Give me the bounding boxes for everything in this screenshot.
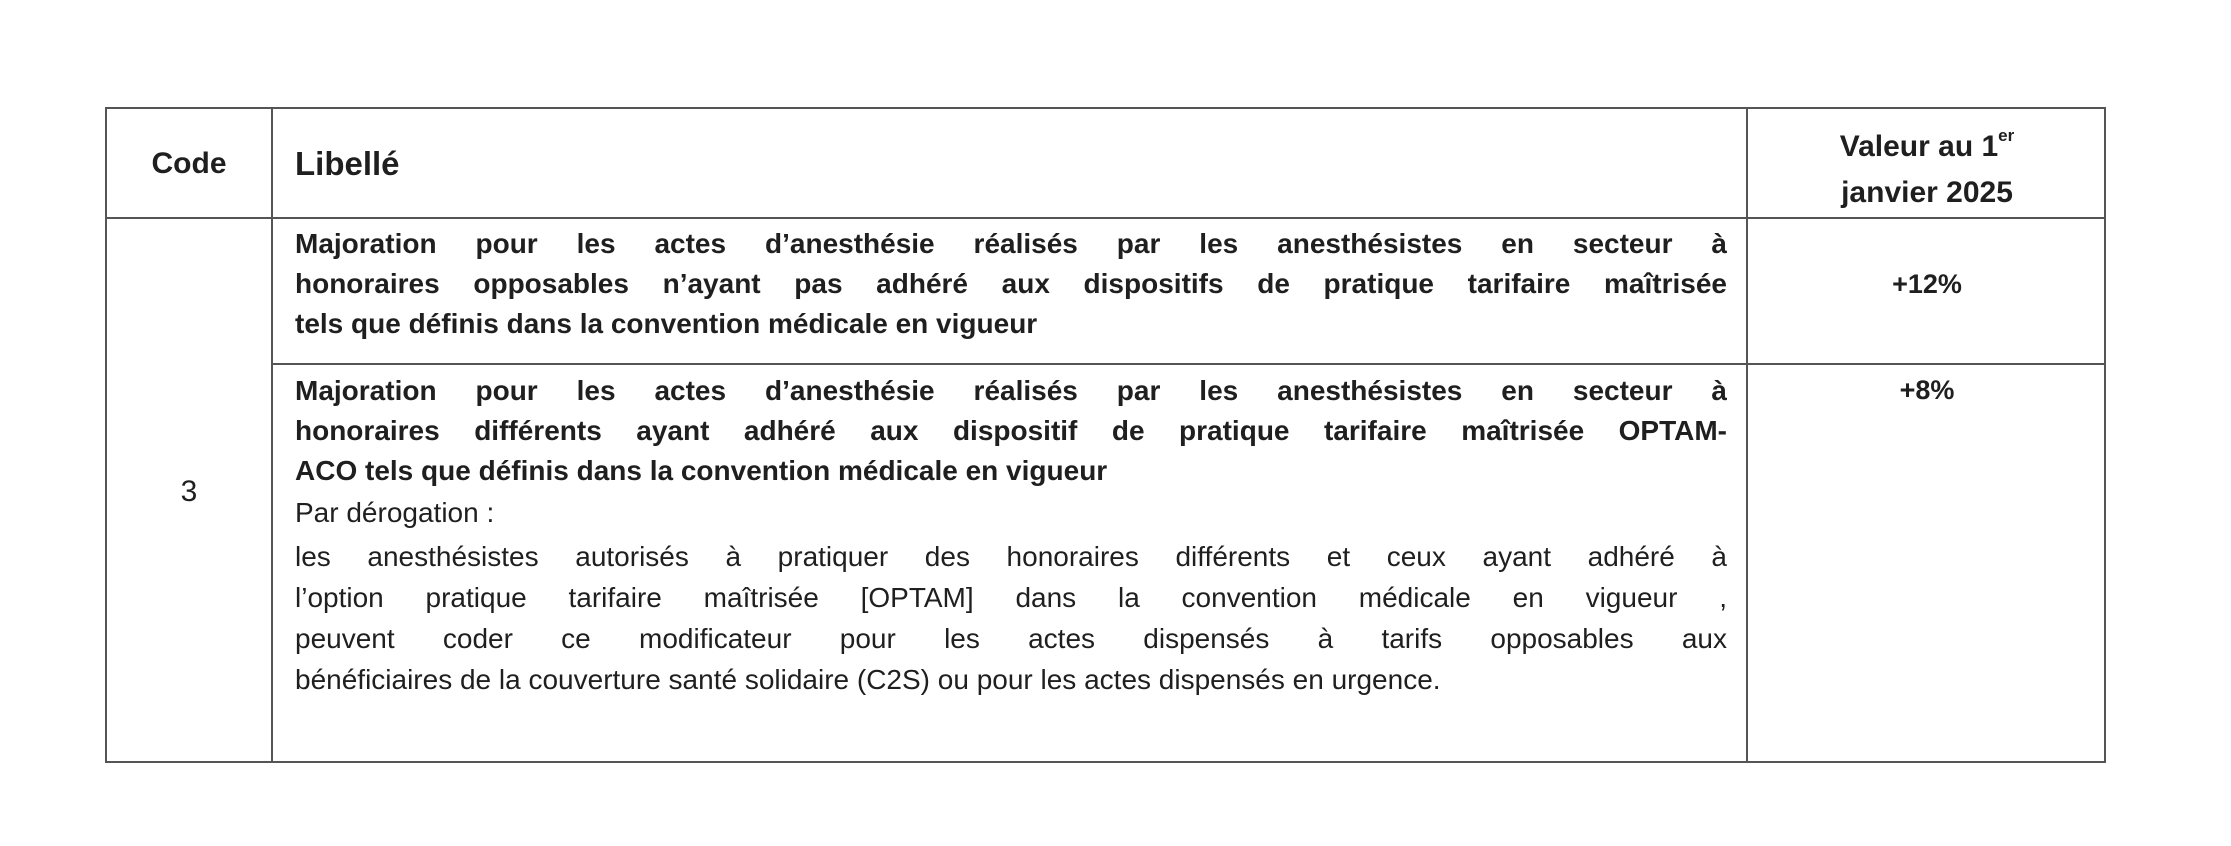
header-value-line1: Valeur au 1 [1839, 130, 1999, 163]
row-2-label-line: Majoration pour les actes d’anesthésie réalisés par les anesthésistes en secteur à [295, 375, 1727, 406]
header-value [1748, 117, 2106, 216]
header-label [297, 109, 400, 219]
row-divider [271, 363, 2104, 365]
column-divider-code [271, 109, 273, 761]
derogation-line: les anesthésistes autorisés à pratiquer des honoraires différents et ceux ayant adhéré à [295, 541, 1727, 572]
row-2-label-line: ACO tels que définis dans la convention médicale en vigueur [295, 455, 1108, 486]
row-2-label [295, 371, 1727, 491]
derogation-title: Par dérogation : [295, 497, 495, 528]
derogation-line: l’option pratique tarifaire maîtrisée [OPTAM] dans la convention médicale en vigueur , [295, 582, 1727, 613]
row-2-derogation-text [295, 536, 1727, 700]
header-value-sup: er [1998, 126, 2015, 145]
header-label-text: Libellé [295, 145, 400, 182]
row-2-value: +8% [1899, 375, 1955, 405]
row-1-label-line: Majoration pour les actes d’anesthésie réalisés par les anesthésistes en secteur à [295, 228, 1727, 259]
derogation-line: peuvent coder ce modificateur pour les actes dispensés à tarifs opposables aux [295, 623, 1727, 654]
row-1-label-line: tels que définis dans la convention médicale en vigueur [295, 308, 1038, 339]
header-value-line2: janvier 2025 [1841, 176, 2013, 209]
header-code: Code [151, 147, 227, 180]
derogation-line: bénéficiaires de la couverture santé solidaire (C2S) ou pour les actes dispensés en urgence. [295, 664, 1441, 695]
row-2-label-line: honoraires différents ayant adhéré aux dispositif de pratique tarifaire maîtrisée OPTAM- [295, 415, 1727, 446]
code-value: 3 [180, 474, 198, 508]
tarif-table [105, 107, 2106, 763]
header-divider [107, 217, 2104, 219]
row-1-label [295, 224, 1727, 344]
row-2-derogation-title [295, 493, 1727, 533]
row-1-label-line: honoraires opposables n’ayant pas adhéré aux dispositifs de pratique tarifaire maîtrisée [295, 268, 1727, 299]
row-1-value: +12% [1892, 269, 1962, 299]
